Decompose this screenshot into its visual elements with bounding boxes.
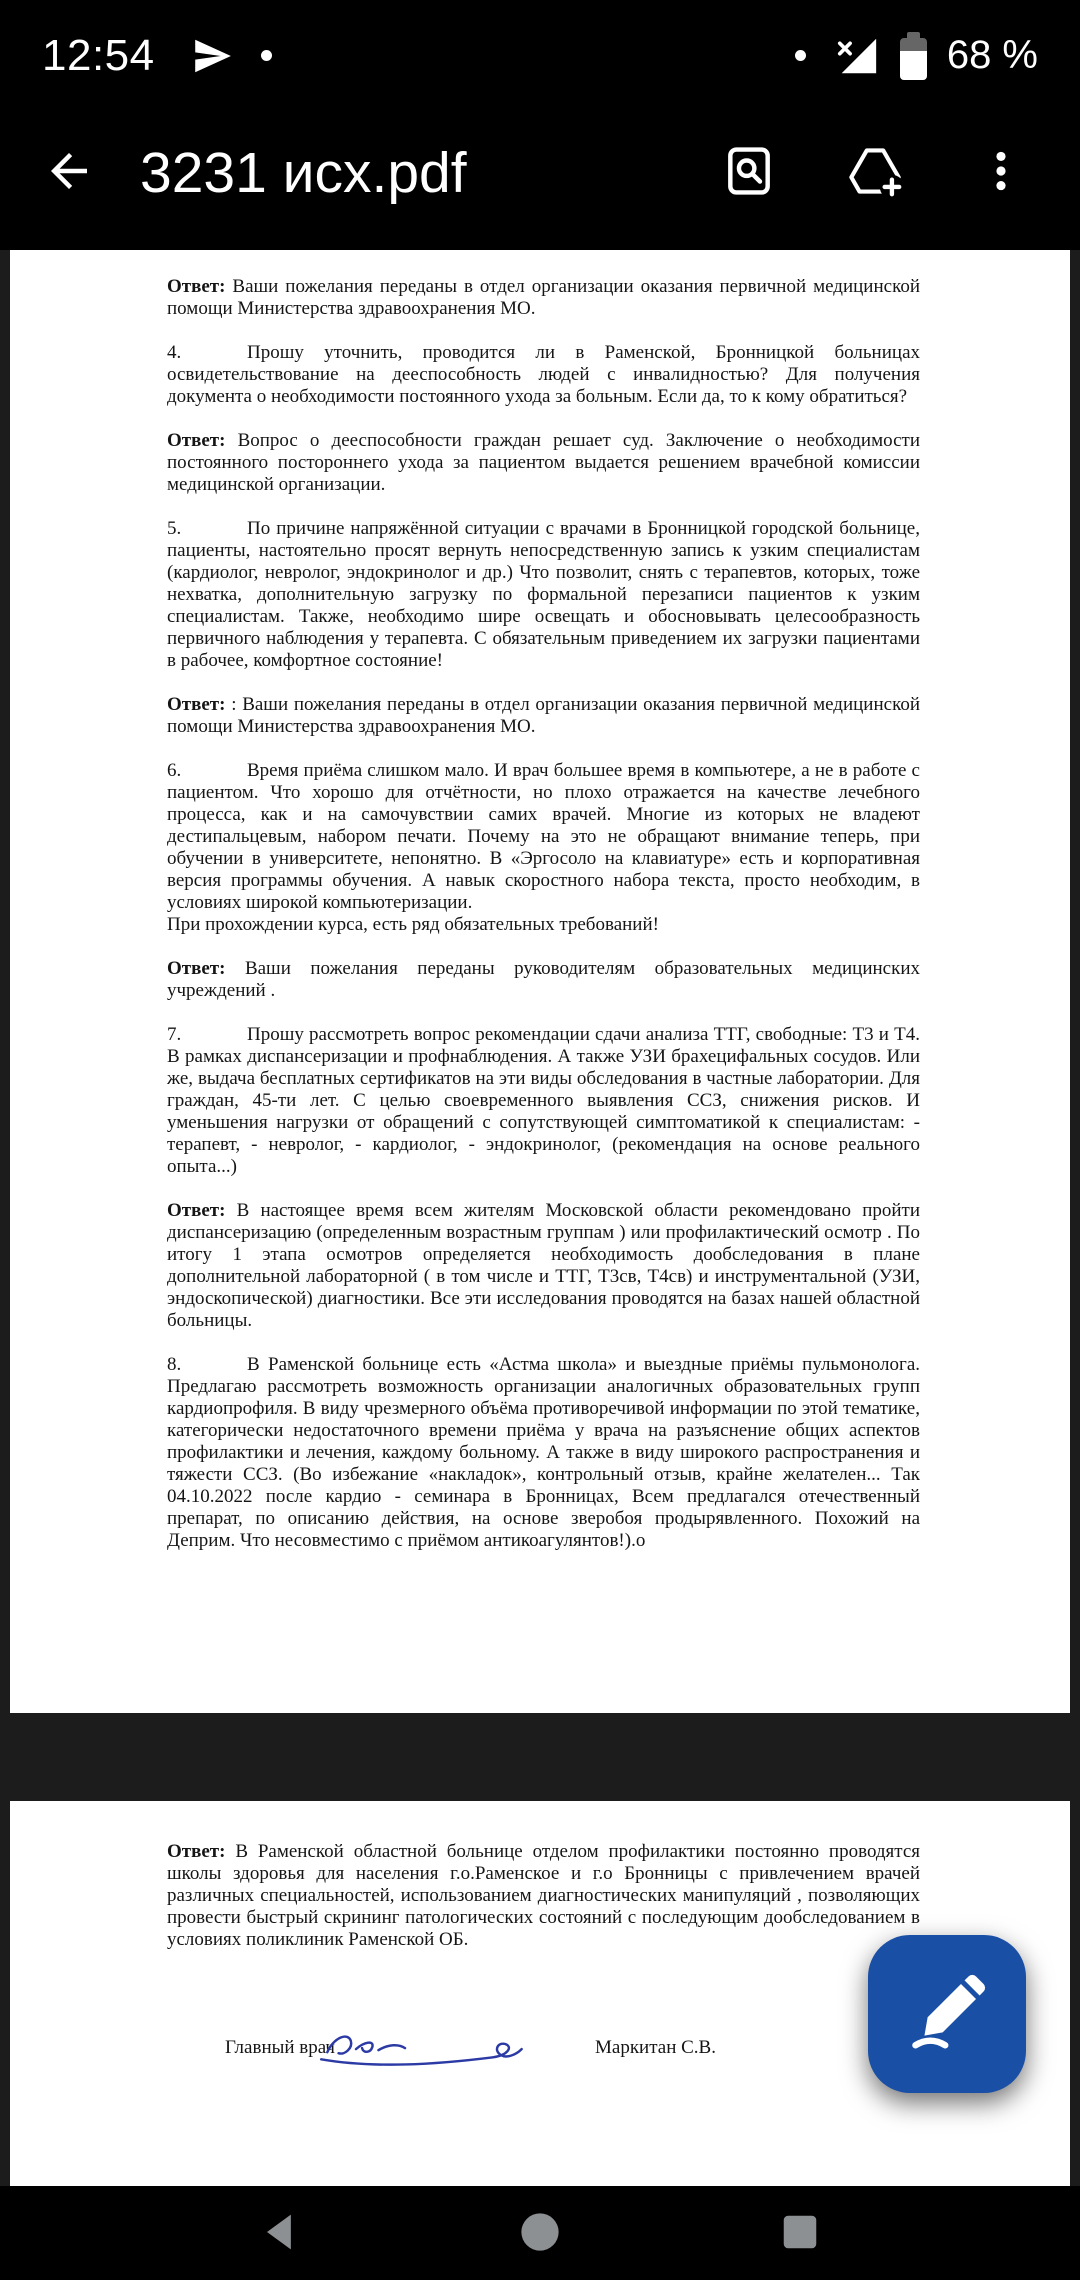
battery-cap [907, 32, 920, 38]
battery-icon [900, 32, 927, 80]
find-in-page-button[interactable] [706, 125, 792, 221]
paragraph-text: Вопрос о дееспособности граждан решает суд. Заключение о необходимости постоянного постороннего ухода за пациентом выдается решением врачебной комиссии медицинской организации. [167, 430, 921, 495]
signature-scrawl-icon [313, 2011, 538, 2077]
answer-paragraph [167, 276, 920, 320]
answer-label: Ответ: [167, 276, 226, 297]
paragraph-text: В Раменской областной больнице отделом профилактики постоянно проводятся школы здоровья для населения г.о.Раменское и г.о Бронницы с привлечением врачей различных специальностей, использованием диагностических манипуляций , позволяющих провести быстрый скрининг патологических состояний с последующим дообследованием в условиях поликлиник Раменской ОБ. [167, 1841, 921, 1950]
add-to-drive-button[interactable] [832, 125, 918, 221]
answer-paragraph [167, 694, 920, 738]
status-right-icons [795, 32, 1038, 80]
signature-name: Маркитан С.В. [595, 2037, 716, 2058]
answer-paragraph [167, 958, 920, 1002]
nav-back-button[interactable] [150, 2186, 410, 2280]
paragraph-text: При прохождении курса, есть ряд обязательных требований! [167, 914, 659, 935]
battery-fill [900, 51, 927, 80]
home-circle-icon [514, 2206, 566, 2261]
overflow-menu-button[interactable] [958, 125, 1044, 221]
nav-home-button[interactable] [410, 2186, 670, 2280]
add-to-drive-icon [846, 142, 904, 203]
paragraph-text: Ваши пожелания переданы в отдел организации оказания первичной медицинской помощи Министерства здравоохранения МО. [167, 276, 921, 319]
battery-body [900, 38, 927, 80]
battery-percent: 68 % [946, 33, 1038, 77]
find-in-page-icon [721, 143, 777, 202]
question-number: 5. [167, 518, 182, 539]
notification-dot-icon [795, 50, 806, 61]
pdf-page-1 [10, 250, 1070, 1713]
answer-label: Ответ: [167, 1841, 226, 1862]
paragraph-text: Ваши пожелания переданы руководителям образовательных медицинских учреждений . [167, 958, 921, 1001]
question-paragraph [167, 760, 920, 936]
paragraph-text: По причине напряжённой ситуации с врачами в Бронницкой городской больнице, пациенты, настоятельно просят вернуть непосредственную запись к узким специалистам (кардиолог, невролог, эндокринолог и др.) Что позволит, снять с терапевтов, которых, тоже нехватка, дополнительную загрузку по формальной перезаписи пациентов к узким специалистам. Также, необходимо шире освещать и обосновывать целесообразность первичного наблюдения у терапевта. С обязательным приведением их загрузки пациентами в рабочее, комфортное состояние! [167, 518, 920, 671]
question-number: 7. [167, 1024, 182, 1045]
answer-label: Ответ: [167, 694, 226, 715]
recents-square-icon [774, 2206, 826, 2261]
paragraph-text: В настоящее время всем жителям Московской области рекомендовано пройти диспансеризацию (определенным возрастным группам ) или профилактический осмотр . По итогу 1 этапа осмотров определяется необходимость дообследования в плане дополнительной лабораторной ( в том числе и ТТГ, Т3св, Т4св) и инструментальной (УЗИ, эндоскопической) диагностики. Все эти исследования проводятся на базах нашей областной больницы. [167, 1200, 920, 1331]
no-signal-icon [834, 33, 880, 79]
paragraph-text: В Раменской больнице есть «Астма школа» и выездные приёмы пульмонолога. Предлагаю рассмотреть возможность организации аналогичных образовательных групп кардиопрофиля. В виду чрезмерного объёма противоречивой информации по этой тематике, категорически недостаточного времени приёма у врача на разъяснение общих аспектов профилактики и лечения, каждому больному. А также в виду широкого распространения и тяжести ССЗ. (Во избежание «накладок», контрольный отзыв, крайне желателен... Так 04.10.2022 после кардио - семинара в Бронницах, Всем предлагался отечественный препарат, по описанию действия, на основе зверобоя продырявленного. Похожий на Деприм. Что несовместимо с приёмом антикоагулянтов!).о [167, 1354, 920, 1551]
answer-label: Ответ: [167, 958, 226, 979]
paragraph-text: : Ваши пожелания переданы в отдел организации оказания первичной медицинской помощи Министерства здравоохранения МО. [167, 694, 921, 737]
question-paragraph [167, 1354, 920, 1552]
edit-pen-icon [904, 1970, 990, 2059]
paragraph-text: Время приёма слишком мало. И врач большее время в компьютере, а не в работе с пациентом. Что хорошо для отчётности, но плохо отражается на качестве лечебного процесса, как и на самочувствии самих врачей. Многие из которых не владеют дестипальцевым, набором печати. Почему на это не обращают внимание теперь, при обучении в университете, непонятно. В «Эргосоло на клавиатуре» есть и корпоративная версия программы обучения. А навык скоростного набора текста, просто необходим, в условиях широкой компьютеризации. [167, 760, 920, 913]
answer-label: Ответ: [167, 430, 226, 451]
question-number: 6. [167, 760, 182, 781]
answer-paragraph [167, 430, 920, 496]
answer-label: Ответ: [167, 1200, 226, 1221]
question-number: 4. [167, 342, 182, 363]
page-gap [0, 1713, 1080, 1801]
navigation-bar [0, 2186, 1080, 2280]
back-triangle-icon [254, 2206, 306, 2261]
document-title: 3231 исх.pdf [140, 140, 467, 205]
annotate-fab[interactable] [868, 1935, 1026, 2093]
signature-block [167, 2011, 920, 2111]
status-bar [0, 0, 1080, 103]
overflow-menu-icon [976, 146, 1026, 199]
telegram-icon [191, 35, 233, 77]
pdf-viewer[interactable] [0, 250, 1080, 2186]
app-bar-actions [706, 125, 1044, 221]
question-paragraph [167, 518, 920, 672]
back-arrow-icon [42, 144, 96, 201]
paragraph-text: Прошу уточнить, проводится ли в Раменской, Бронницкой больницах освидетельствование на дееспособность людей с инвалидностью? Для получения документа о необходимости постоянного ухода за больным. Если да, то к кому обратиться? [167, 342, 920, 407]
back-button[interactable] [26, 125, 112, 221]
paragraph-text: Прошу рассмотреть вопрос рекомендации сдачи анализа ТТГ, свободные: Т3 и Т4. В рамках диспансеризации и профнаблюдения. А также УЗИ брахецифальных сосудов. Или же, выдача бесплатных сертификатов на эти виды обследования в частные лаборатории. Для граждан, 45-ти лет. С целью своевременного выявления ССЗ, снижения рисков. И уменьшения нагрузки от обращений с сопутствующей симптоматикой к специалистам: - терапевт, - невролог, - кардиолог, - эндокринолог, (рекомендация на основе реального опыта...) [167, 1024, 920, 1177]
nav-recents-button[interactable] [670, 2186, 930, 2280]
question-paragraph [167, 342, 920, 408]
notification-dot-icon [261, 50, 272, 61]
question-paragraph [167, 1024, 920, 1178]
signature-title: Главный врач [225, 2037, 335, 2058]
answer-paragraph [167, 1200, 920, 1332]
status-time: 12:54 [42, 30, 155, 80]
question-number: 8. [167, 1354, 182, 1375]
app-bar [0, 95, 1080, 250]
answer-paragraph [167, 1841, 920, 1951]
